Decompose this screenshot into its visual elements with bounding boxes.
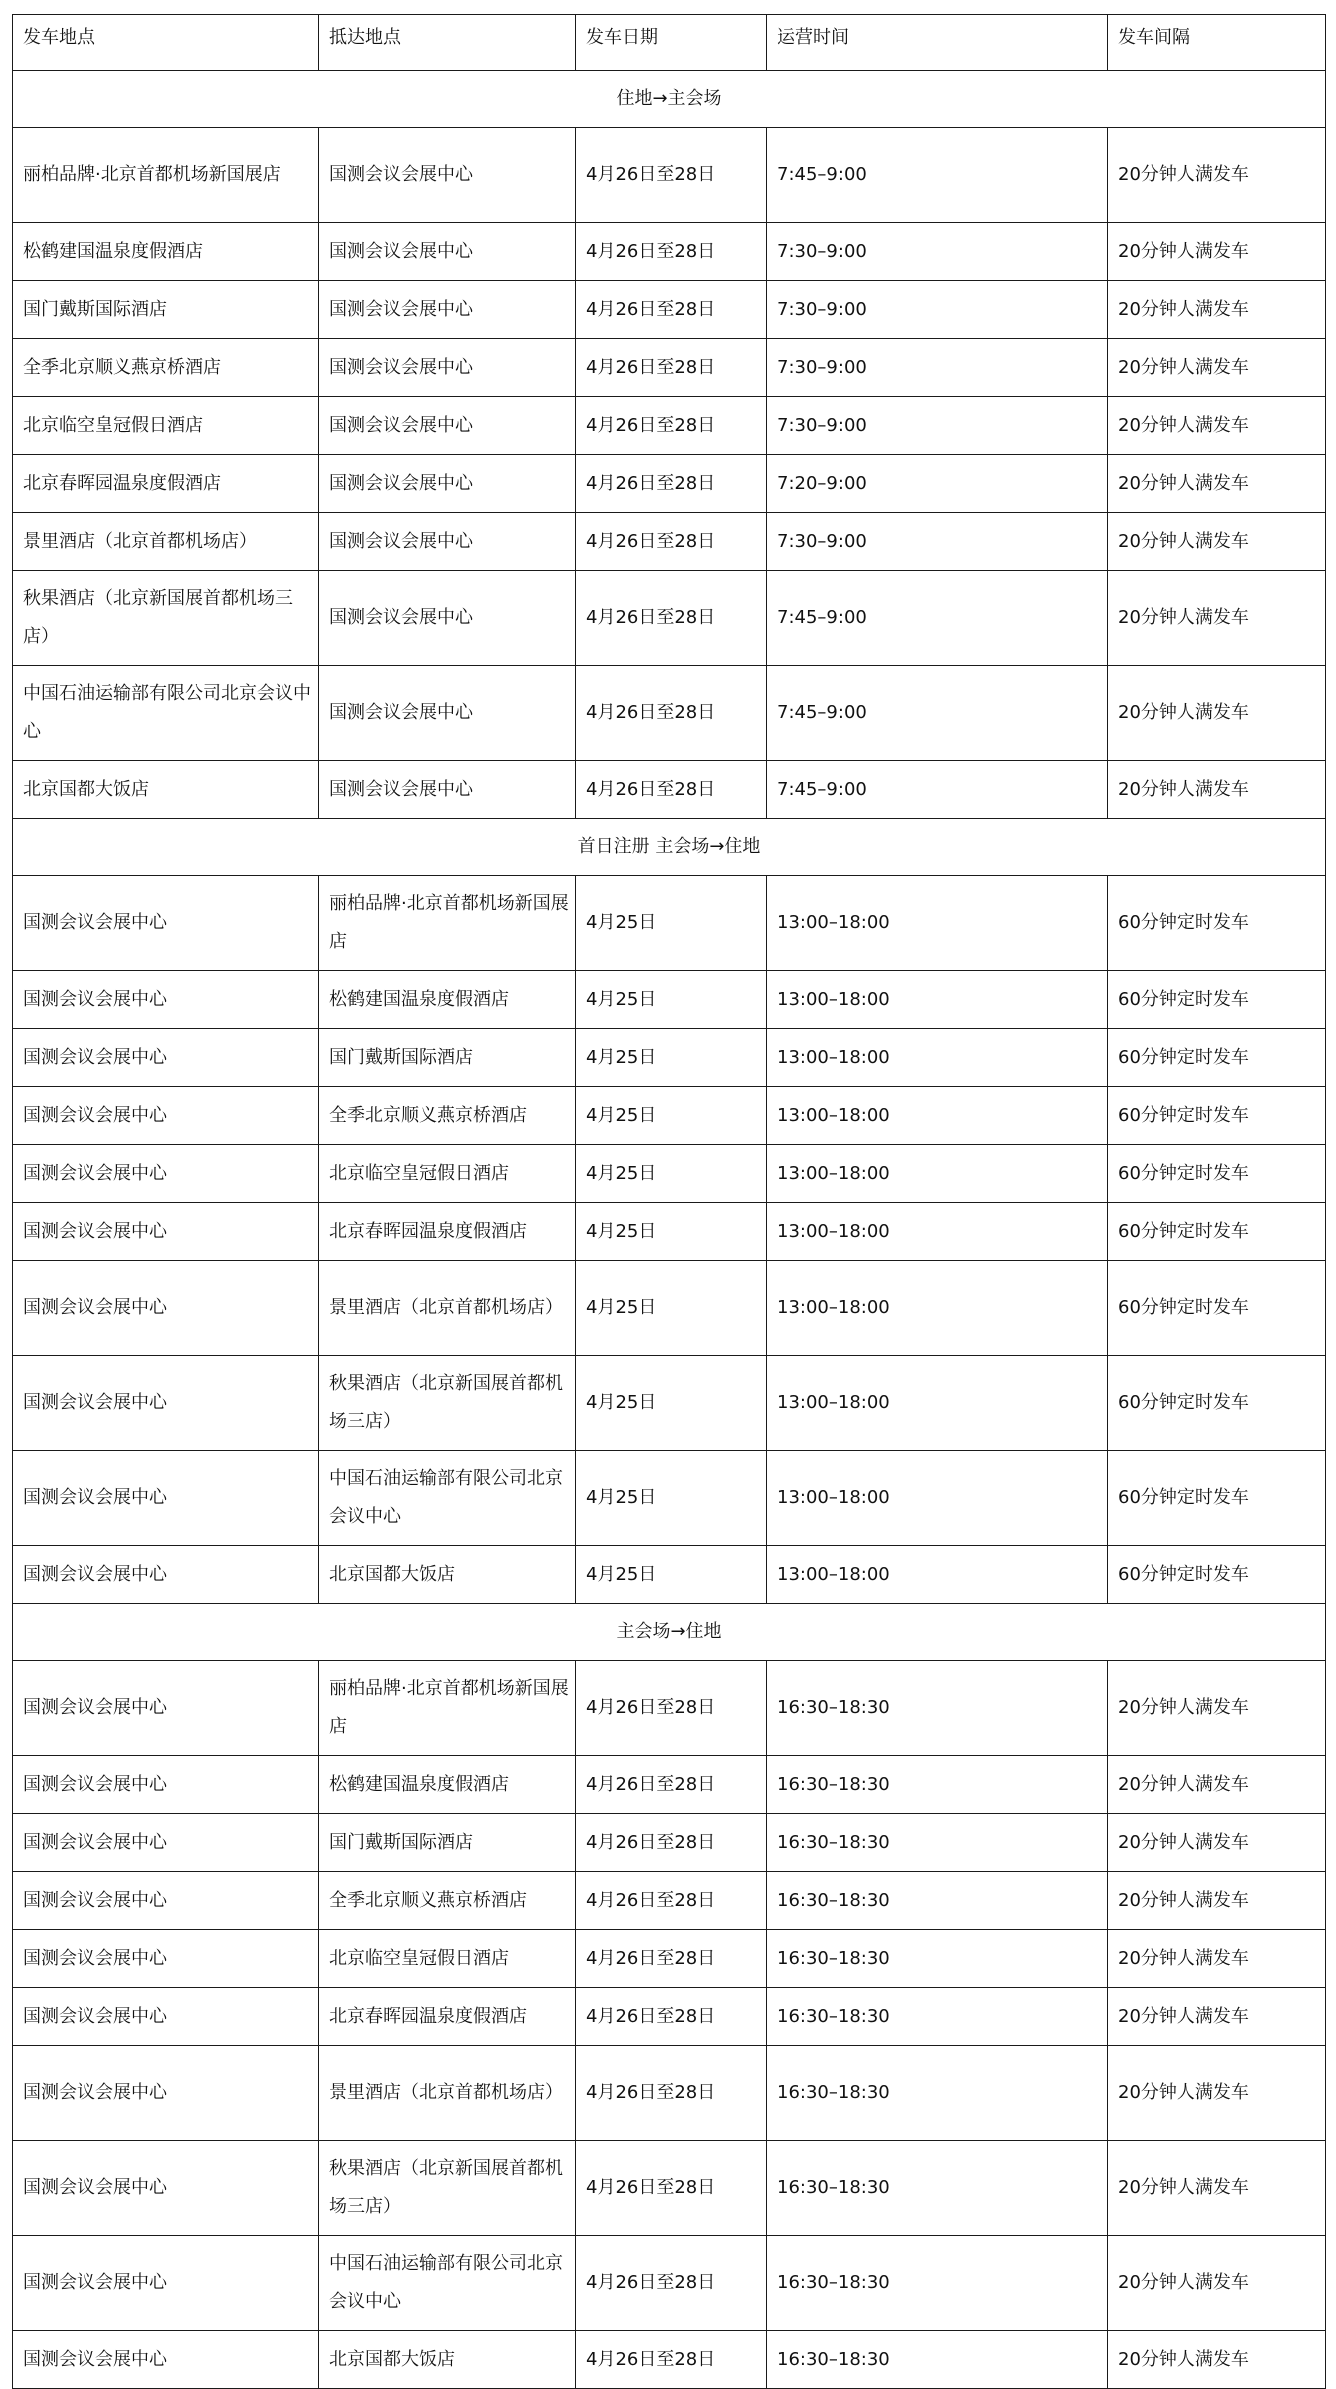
interval-cell: 20分钟人满发车: [1108, 513, 1326, 571]
hours-cell: 13:00–18:00: [767, 1451, 1108, 1546]
table-row: [13, 1356, 1326, 1451]
date-cell: 4月26日至28日: [576, 2331, 767, 2389]
hours-cell: 16:30–18:30: [767, 1814, 1108, 1872]
date-cell: 4月25日: [576, 1029, 767, 1087]
table-row: [13, 1087, 1326, 1145]
arrival-cell: 国测会议会展中心: [319, 281, 576, 339]
hours-cell: 13:00–18:00: [767, 1087, 1108, 1145]
departure-cell: 国测会议会展中心: [13, 1930, 319, 1988]
table-row: [13, 2331, 1326, 2389]
date-cell: 4月26日至28日: [576, 1661, 767, 1756]
date-cell: 4月26日至28日: [576, 513, 767, 571]
departure-cell: 秋果酒店（北京新国展首都机场三店）: [13, 571, 319, 666]
interval-cell: 60分钟定时发车: [1108, 1203, 1326, 1261]
arrival-cell: 国测会议会展中心: [319, 666, 576, 761]
table-row: [13, 1451, 1326, 1546]
date-cell: 4月25日: [576, 1087, 767, 1145]
hours-cell: 7:20–9:00: [767, 455, 1108, 513]
interval-cell: 60分钟定时发车: [1108, 1546, 1326, 1604]
interval-cell: 20分钟人满发车: [1108, 223, 1326, 281]
interval-cell: 20分钟人满发车: [1108, 2141, 1326, 2236]
interval-cell: 20分钟人满发车: [1108, 281, 1326, 339]
arrival-cell: 全季北京顺义燕京桥酒店: [319, 1087, 576, 1145]
date-cell: 4月26日至28日: [576, 1872, 767, 1930]
departure-cell: 国测会议会展中心: [13, 1356, 319, 1451]
date-cell: 4月25日: [576, 876, 767, 971]
table-row: [13, 571, 1326, 666]
table-row: [13, 1661, 1326, 1756]
table-row: [13, 2046, 1326, 2141]
table-row: [13, 1814, 1326, 1872]
arrival-cell: 国测会议会展中心: [319, 571, 576, 666]
header-arrival: 抵达地点: [319, 15, 576, 71]
interval-cell: 20分钟人满发车: [1108, 1988, 1326, 2046]
hours-cell: 13:00–18:00: [767, 1546, 1108, 1604]
arrival-cell: 景里酒店（北京首都机场店）: [319, 1261, 576, 1356]
arrival-cell: 中国石油运输部有限公司北京会议中心: [319, 2236, 576, 2331]
hours-cell: 13:00–18:00: [767, 1261, 1108, 1356]
departure-cell: 国测会议会展中心: [13, 2236, 319, 2331]
hours-cell: 7:30–9:00: [767, 397, 1108, 455]
interval-cell: 20分钟人满发车: [1108, 1661, 1326, 1756]
table-row: [13, 1203, 1326, 1261]
interval-cell: 20分钟人满发车: [1108, 1756, 1326, 1814]
arrival-cell: 松鹤建国温泉度假酒店: [319, 971, 576, 1029]
interval-cell: 60分钟定时发车: [1108, 1145, 1326, 1203]
hours-cell: 13:00–18:00: [767, 1356, 1108, 1451]
date-cell: 4月26日至28日: [576, 397, 767, 455]
arrival-cell: 北京春晖园温泉度假酒店: [319, 1988, 576, 2046]
arrival-cell: 北京临空皇冠假日酒店: [319, 1930, 576, 1988]
table-row: [13, 1261, 1326, 1356]
table-row: [13, 513, 1326, 571]
hours-cell: 16:30–18:30: [767, 2331, 1108, 2389]
interval-cell: 60分钟定时发车: [1108, 1451, 1326, 1546]
interval-cell: 20分钟人满发车: [1108, 397, 1326, 455]
hours-cell: 16:30–18:30: [767, 1756, 1108, 1814]
table-row: [13, 876, 1326, 971]
table-row: [13, 1756, 1326, 1814]
date-cell: 4月25日: [576, 1546, 767, 1604]
table-row: [13, 223, 1326, 281]
hours-cell: 16:30–18:30: [767, 1988, 1108, 2046]
hours-cell: 7:45–9:00: [767, 666, 1108, 761]
date-cell: 4月26日至28日: [576, 455, 767, 513]
table-row: [13, 455, 1326, 513]
departure-cell: 国测会议会展中心: [13, 1087, 319, 1145]
hours-cell: 16:30–18:30: [767, 1872, 1108, 1930]
hours-cell: 7:30–9:00: [767, 223, 1108, 281]
departure-cell: 国测会议会展中心: [13, 1261, 319, 1356]
departure-cell: 国测会议会展中心: [13, 2141, 319, 2236]
section-header-row: [13, 819, 1326, 876]
table-row: [13, 1029, 1326, 1087]
table-row: [13, 1145, 1326, 1203]
section-title: 首日注册 主会场→住地: [13, 819, 1326, 876]
hours-cell: 16:30–18:30: [767, 1930, 1108, 1988]
date-cell: 4月26日至28日: [576, 1988, 767, 2046]
date-cell: 4月25日: [576, 971, 767, 1029]
section-title: 住地→主会场: [13, 71, 1326, 128]
hours-cell: 13:00–18:00: [767, 1203, 1108, 1261]
header-hours: 运营时间: [767, 15, 1108, 71]
header-interval: 发车间隔: [1108, 15, 1326, 71]
arrival-cell: 松鹤建国温泉度假酒店: [319, 1756, 576, 1814]
hours-cell: 7:45–9:00: [767, 571, 1108, 666]
departure-cell: 国测会议会展中心: [13, 1661, 319, 1756]
date-cell: 4月26日至28日: [576, 2141, 767, 2236]
interval-cell: 20分钟人满发车: [1108, 2331, 1326, 2389]
departure-cell: 国测会议会展中心: [13, 971, 319, 1029]
arrival-cell: 国测会议会展中心: [319, 128, 576, 223]
hours-cell: 7:30–9:00: [767, 513, 1108, 571]
table-row: [13, 971, 1326, 1029]
header-departure: 发车地点: [13, 15, 319, 71]
table-row: [13, 1546, 1326, 1604]
date-cell: 4月26日至28日: [576, 339, 767, 397]
interval-cell: 20分钟人满发车: [1108, 2046, 1326, 2141]
shuttle-schedule-table: [12, 14, 1326, 2389]
hours-cell: 7:30–9:00: [767, 281, 1108, 339]
arrival-cell: 国测会议会展中心: [319, 339, 576, 397]
departure-cell: 松鹤建国温泉度假酒店: [13, 223, 319, 281]
departure-cell: 国测会议会展中心: [13, 1145, 319, 1203]
interval-cell: 20分钟人满发车: [1108, 2236, 1326, 2331]
date-cell: 4月26日至28日: [576, 2046, 767, 2141]
departure-cell: 全季北京顺义燕京桥酒店: [13, 339, 319, 397]
interval-cell: 60分钟定时发车: [1108, 1356, 1326, 1451]
table-body: [13, 71, 1326, 2389]
arrival-cell: 国测会议会展中心: [319, 223, 576, 281]
departure-cell: 国测会议会展中心: [13, 876, 319, 971]
date-cell: 4月26日至28日: [576, 1756, 767, 1814]
interval-cell: 20分钟人满发车: [1108, 666, 1326, 761]
hours-cell: 13:00–18:00: [767, 1145, 1108, 1203]
date-cell: 4月26日至28日: [576, 2236, 767, 2331]
hours-cell: 16:30–18:30: [767, 2141, 1108, 2236]
interval-cell: 20分钟人满发车: [1108, 1814, 1326, 1872]
section-header-row: [13, 71, 1326, 128]
interval-cell: 20分钟人满发车: [1108, 1872, 1326, 1930]
section-header-row: [13, 1604, 1326, 1661]
interval-cell: 60分钟定时发车: [1108, 971, 1326, 1029]
departure-cell: 北京春晖园温泉度假酒店: [13, 455, 319, 513]
date-cell: 4月26日至28日: [576, 1930, 767, 1988]
table-row: [13, 1988, 1326, 2046]
date-cell: 4月26日至28日: [576, 128, 767, 223]
departure-cell: 国测会议会展中心: [13, 1814, 319, 1872]
table-row: [13, 666, 1326, 761]
date-cell: 4月25日: [576, 1261, 767, 1356]
date-cell: 4月25日: [576, 1145, 767, 1203]
hours-cell: 13:00–18:00: [767, 876, 1108, 971]
departure-cell: 国门戴斯国际酒店: [13, 281, 319, 339]
arrival-cell: 景里酒店（北京首都机场店）: [319, 2046, 576, 2141]
arrival-cell: 北京临空皇冠假日酒店: [319, 1145, 576, 1203]
date-cell: 4月25日: [576, 1356, 767, 1451]
departure-cell: 北京国都大饭店: [13, 761, 319, 819]
departure-cell: 国测会议会展中心: [13, 1203, 319, 1261]
interval-cell: 20分钟人满发车: [1108, 571, 1326, 666]
interval-cell: 60分钟定时发车: [1108, 1029, 1326, 1087]
departure-cell: 国测会议会展中心: [13, 1546, 319, 1604]
arrival-cell: 北京春晖园温泉度假酒店: [319, 1203, 576, 1261]
arrival-cell: 丽柏品牌·北京首都机场新国展店: [319, 876, 576, 971]
header-date: 发车日期: [576, 15, 767, 71]
departure-cell: 景里酒店（北京首都机场店）: [13, 513, 319, 571]
arrival-cell: 国测会议会展中心: [319, 455, 576, 513]
departure-cell: 中国石油运输部有限公司北京会议中心: [13, 666, 319, 761]
hours-cell: 13:00–18:00: [767, 1029, 1108, 1087]
arrival-cell: 国测会议会展中心: [319, 513, 576, 571]
arrival-cell: 国测会议会展中心: [319, 397, 576, 455]
hours-cell: 13:00–18:00: [767, 971, 1108, 1029]
hours-cell: 16:30–18:30: [767, 2046, 1108, 2141]
table-row: [13, 1872, 1326, 1930]
departure-cell: 国测会议会展中心: [13, 1872, 319, 1930]
table-row: [13, 2141, 1326, 2236]
date-cell: 4月26日至28日: [576, 1814, 767, 1872]
arrival-cell: 国门戴斯国际酒店: [319, 1814, 576, 1872]
departure-cell: 国测会议会展中心: [13, 1988, 319, 2046]
date-cell: 4月25日: [576, 1451, 767, 1546]
departure-cell: 国测会议会展中心: [13, 1756, 319, 1814]
interval-cell: 20分钟人满发车: [1108, 128, 1326, 223]
interval-cell: 20分钟人满发车: [1108, 1930, 1326, 1988]
arrival-cell: 北京国都大饭店: [319, 1546, 576, 1604]
hours-cell: 16:30–18:30: [767, 2236, 1108, 2331]
date-cell: 4月26日至28日: [576, 666, 767, 761]
section-title: 主会场→住地: [13, 1604, 1326, 1661]
departure-cell: 国测会议会展中心: [13, 2046, 319, 2141]
interval-cell: 20分钟人满发车: [1108, 761, 1326, 819]
interval-cell: 60分钟定时发车: [1108, 1261, 1326, 1356]
table-row: [13, 339, 1326, 397]
date-cell: 4月26日至28日: [576, 571, 767, 666]
date-cell: 4月25日: [576, 1203, 767, 1261]
departure-cell: 国测会议会展中心: [13, 2331, 319, 2389]
arrival-cell: 秋果酒店（北京新国展首都机场三店）: [319, 2141, 576, 2236]
arrival-cell: 中国石油运输部有限公司北京会议中心: [319, 1451, 576, 1546]
interval-cell: 20分钟人满发车: [1108, 455, 1326, 513]
arrival-cell: 丽柏品牌·北京首都机场新国展店: [319, 1661, 576, 1756]
hours-cell: 16:30–18:30: [767, 1661, 1108, 1756]
departure-cell: 国测会议会展中心: [13, 1029, 319, 1087]
date-cell: 4月26日至28日: [576, 761, 767, 819]
date-cell: 4月26日至28日: [576, 223, 767, 281]
table-header-row: [13, 15, 1326, 71]
hours-cell: 7:30–9:00: [767, 339, 1108, 397]
interval-cell: 60分钟定时发车: [1108, 876, 1326, 971]
arrival-cell: 国门戴斯国际酒店: [319, 1029, 576, 1087]
arrival-cell: 全季北京顺义燕京桥酒店: [319, 1872, 576, 1930]
departure-cell: 北京临空皇冠假日酒店: [13, 397, 319, 455]
table-row: [13, 2236, 1326, 2331]
table-row: [13, 281, 1326, 339]
hours-cell: 7:45–9:00: [767, 761, 1108, 819]
date-cell: 4月26日至28日: [576, 281, 767, 339]
hours-cell: 7:45–9:00: [767, 128, 1108, 223]
interval-cell: 20分钟人满发车: [1108, 339, 1326, 397]
interval-cell: 60分钟定时发车: [1108, 1087, 1326, 1145]
arrival-cell: 国测会议会展中心: [319, 761, 576, 819]
table-row: [13, 761, 1326, 819]
table-row: [13, 1930, 1326, 1988]
table-row: [13, 397, 1326, 455]
arrival-cell: 北京国都大饭店: [319, 2331, 576, 2389]
table-row: [13, 128, 1326, 223]
departure-cell: 丽柏品牌·北京首都机场新国展店: [13, 128, 319, 223]
departure-cell: 国测会议会展中心: [13, 1451, 319, 1546]
arrival-cell: 秋果酒店（北京新国展首都机场三店）: [319, 1356, 576, 1451]
